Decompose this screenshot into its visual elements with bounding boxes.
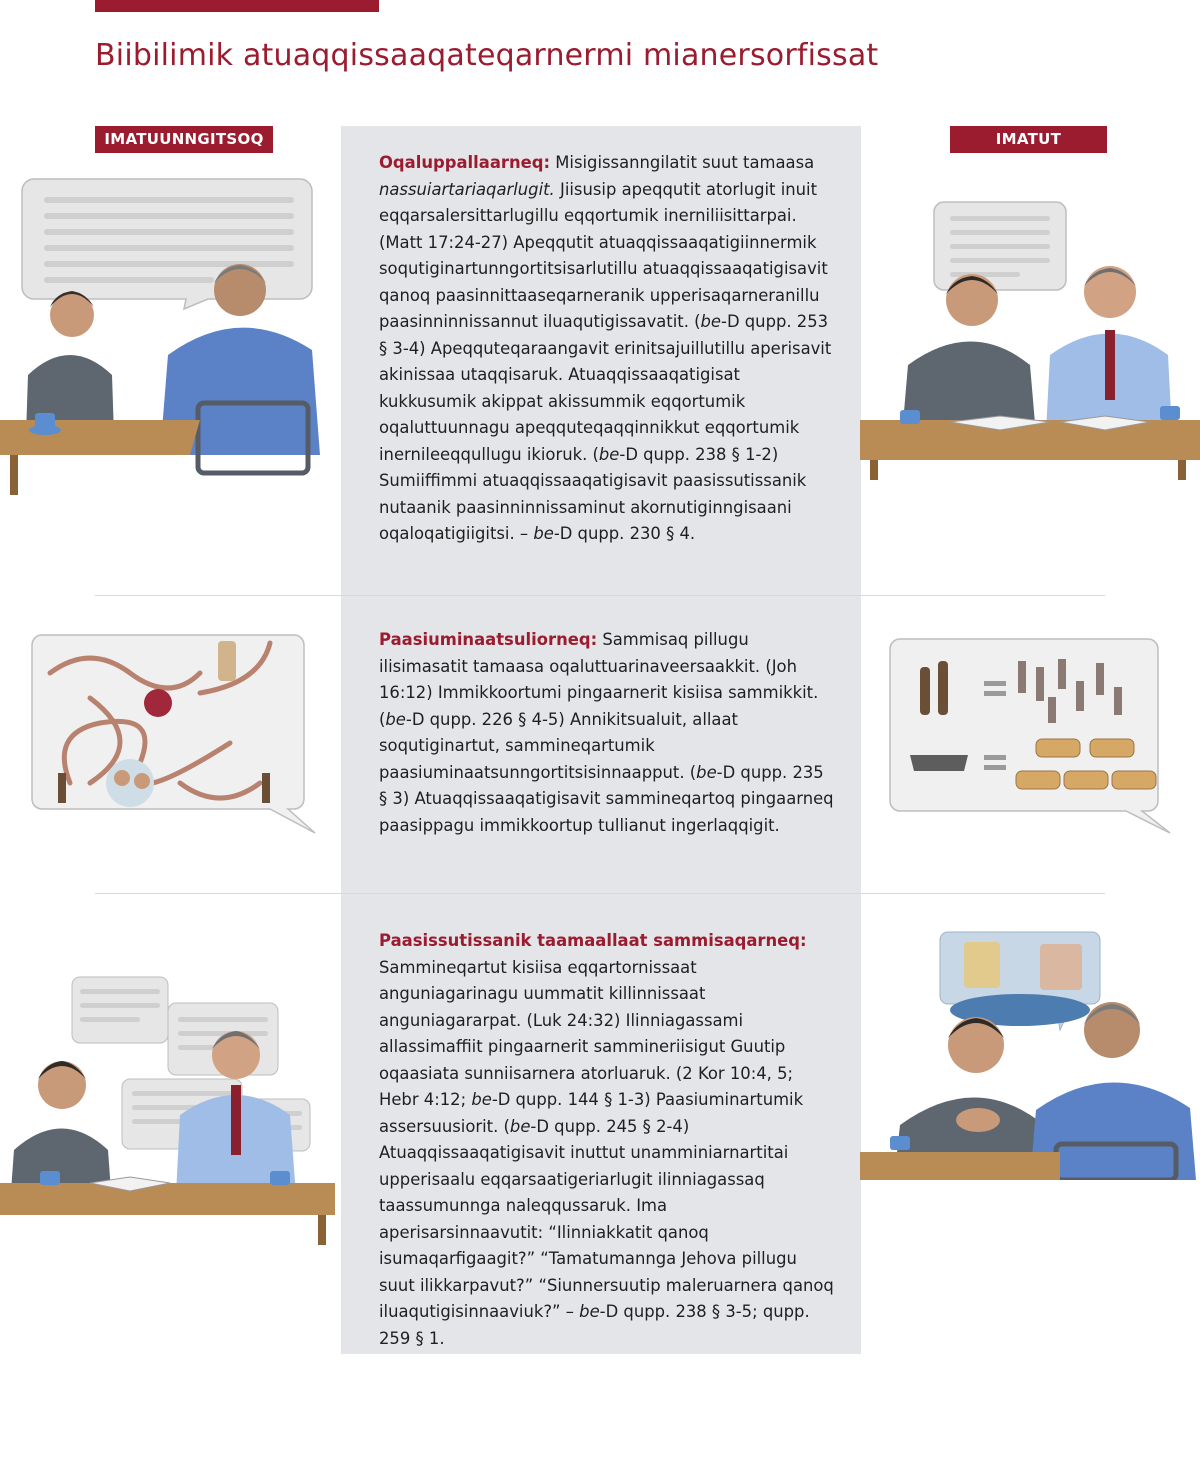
section-2-text-part: be — [696, 762, 717, 782]
section-1-text-part: be — [533, 524, 554, 543]
section-3-text-part: be — [509, 1116, 531, 1136]
label-wrong: IMATUUNNGITSOQ — [95, 126, 273, 153]
section-1-text-part: -D qupp. 238 § 1-2) Sumiiffimmi atuaqqissaaqatigisavit paasissutissanik nutaanik paasinninnissaminut akornutiginngisaani oqaloqatigiigitsi. – — [379, 444, 807, 543]
section-3-text-part: -D qupp. 144 § 1-3) Paasiuminartumik assersuusiorit. ( — [379, 1090, 804, 1136]
section-divider — [95, 595, 1105, 596]
label-right: IMATUT — [950, 126, 1107, 153]
section-divider — [95, 893, 1105, 894]
section-3-heading: Paasissutissanik taamaallaat sammisaqarneq: — [379, 931, 807, 950]
section-3-text-part: Sammineqartut kisiisa eqqartornissaat anguniagarinagu uummatit killinnissaat anguniagararpat. (Luk 24:32) Ilinniagassami allassimaffiit pingaarnerit sammineriisigut Guutip oqaasiata sunniisarnera atorluaruk. (2 Kor 10:4, 5; Hebr 4:12; — [379, 957, 794, 1109]
man-hand-on-heart-icon — [860, 930, 1200, 1180]
section-2-text-part: Sammisaq pillugu ilisimasatit tamaasa oqaluttuarinaveersaakkit. (Joh 16:12) Immikkoortumi pingaarnerit kisiisa sammikkit. ( — [379, 630, 819, 729]
section-3-text-part: be — [471, 1090, 492, 1109]
section-3-text-part: be — [579, 1302, 600, 1321]
section-2-heading: Paasiuminaatsuliorneq: — [379, 630, 598, 649]
section-3-text-part: -D qupp. 245 § 2-4) Atuaqqissaaqatigisavit inuttut unamminiarnartitai upperisaalu eqqarsaatigeriarlugit ilinniagassaq taassumunnga naleqqussaruk. Ima aperisarsinnaavutit: “Ilinniakkatit qanoq isumaqarfigaagit?” “Tamatumannga Jehova pillugu suut ilikkarpavut?” “Siunnersuutip maleruarnera qanoq iluaqutigisinnaaviuk?” – — [379, 1116, 834, 1321]
section-1-text-part: Misigissanngilatit suut tamaasa — [550, 153, 815, 172]
equation-icon — [888, 637, 1178, 837]
section-3-text — [379, 928, 834, 1352]
section-1-text — [379, 150, 834, 548]
section-2-text — [379, 627, 834, 839]
top-accent-bar — [95, 0, 379, 12]
two-men-reading-icon — [0, 975, 335, 1245]
section-1-text-part: be — [700, 312, 722, 331]
section-1-text-part: -D qupp. 253 § 3-4) Apeqquteqaraangavit erinitsajuillutillu aperisavit akinissaa utaqqisaruk. Atuaqqissaaqatigisat kukkusumik akippat akissummik eqqortumik oqaluttuunnagu apeqquteqaqqinnikkut eqqortumik inernileeqqullugu ikioruk. ( — [379, 312, 832, 464]
section-1-text-part: be — [598, 444, 620, 464]
section-1-heading: Oqaluppallaarneq: — [379, 153, 551, 172]
page-title: Biibilimik atuaqqissaaqateqarnermi mianersorfissat — [95, 38, 879, 73]
section-1-text-part: Jiisusip apeqqutit atorlugit inuit eqqarsalersittarlugillu eqqortumik inerniliisittarpai. (Matt 17:24-27) Apeqqutit atuaqqissaaqatigiinnermik soqutiginartunngortitsisarlutillu atuaqqissaaqatigisavit qanoq paasinnittaaseqarneranik upperisaqarneranillu paasinninnissannut iluaqutigissavatit. ( — [379, 179, 828, 331]
tangled-arrows-icon — [30, 633, 320, 838]
section-2-text-part: -D qupp. 226 § 4-5) Annikitsualuit, allaat soqutiginartut, sammineqartumik paasiuminaatsunngortitsisinnaapput. ( — [379, 709, 738, 782]
section-1-text-part: -D qupp. 230 § 4. — [553, 524, 696, 543]
section-2-text-part: -D qupp. 235 § 3) Atuaqqissaaqatigisavit sammineqartoq pingaarneq paasippagu immikkoortup tullianut ingerlaqqigit. — [379, 762, 834, 835]
section-3-text-part: -D qupp. 238 § 3-5; qupp. 259 § 1. — [379, 1302, 810, 1348]
two-men-table-smiling-icon — [860, 200, 1200, 480]
section-2-text-part: be — [385, 709, 406, 729]
section-1-text-part: nassuiartariaqarlugit. — [379, 179, 555, 199]
two-men-table-talking-icon — [0, 175, 335, 495]
